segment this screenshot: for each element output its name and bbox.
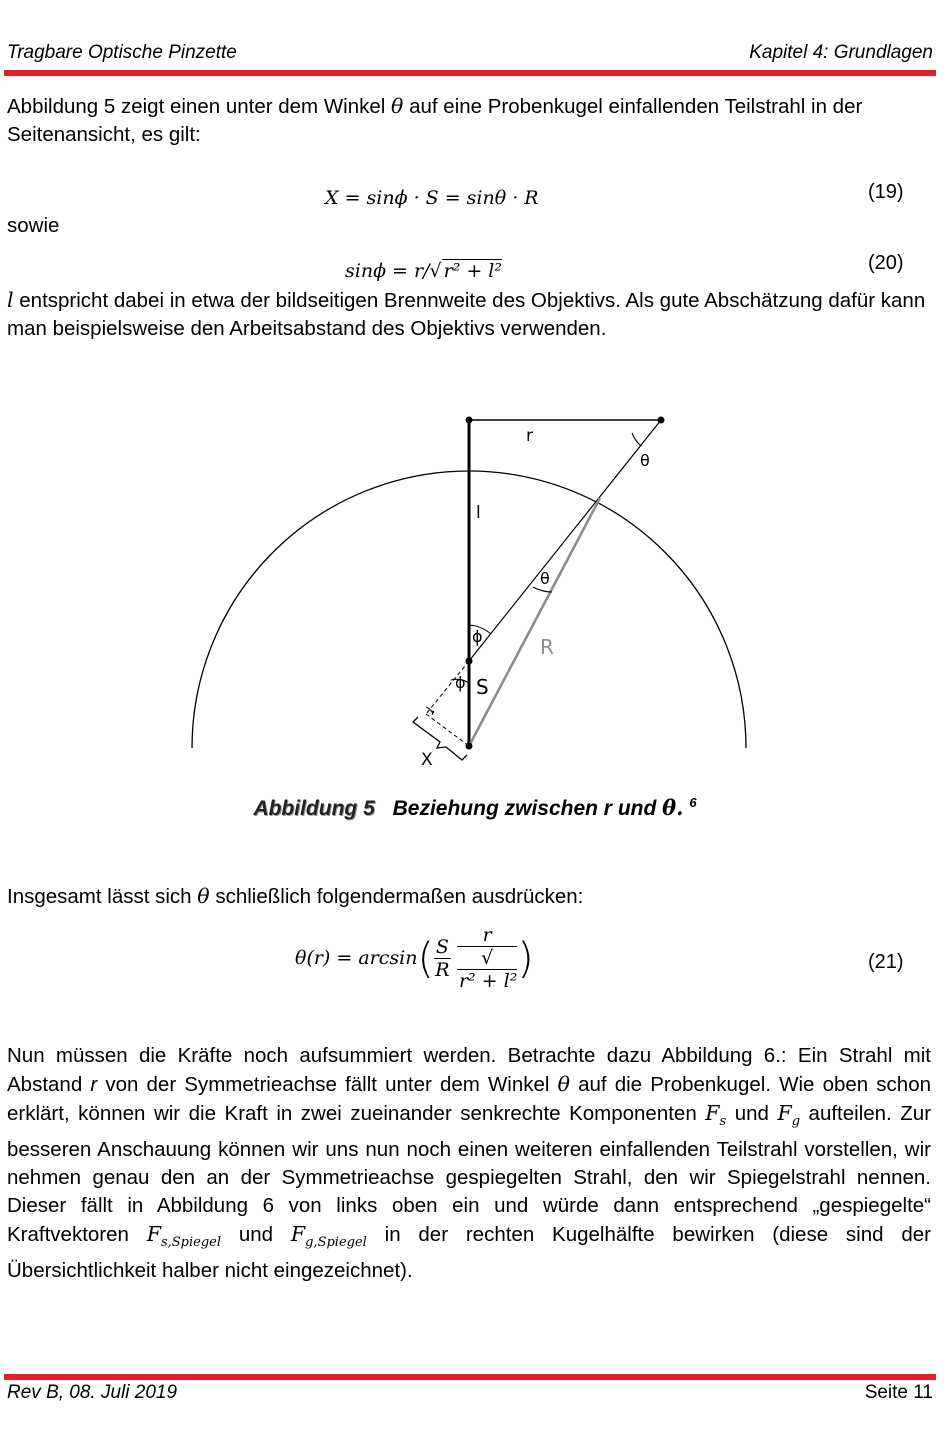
- caption-footnote: 6: [689, 795, 697, 810]
- theta-top-arc: [632, 433, 641, 446]
- Fs-base: F: [705, 1101, 720, 1125]
- label-S: S: [476, 675, 489, 699]
- equation-21: [295, 924, 534, 992]
- sowie-text: sowie: [7, 214, 60, 237]
- theta-symbol: θ: [391, 94, 404, 118]
- incident-ray: [469, 420, 661, 661]
- theta-text-1: Insgesamt lässt sich: [7, 885, 192, 908]
- radius-R-line: [469, 498, 600, 746]
- focal-length-text: entspricht dabei in etwa der bildseitigen Brennweite des Objektivs. Als gute Abschätzung dafür kann man beispielsweise den Arbeitsabstand des Objektivs verwenden.: [7, 289, 926, 340]
- r-symbol: r: [90, 1073, 98, 1096]
- perpendicular-dashed: [426, 714, 469, 746]
- fraction-r-root: [457, 924, 517, 992]
- label-theta-top: θ: [640, 451, 650, 470]
- Fg-spiegel-symbol: [290, 1222, 367, 1251]
- paren-close: ): [517, 933, 534, 983]
- equation-20-radicand: r² + l²: [443, 260, 503, 282]
- caption-text: Beziehung zwischen r und: [392, 797, 657, 820]
- fraction-S-R: [434, 936, 451, 981]
- fraction-root-radicand: r² + l²: [458, 970, 518, 992]
- theta-symbol-2: θ: [197, 884, 210, 908]
- label-theta-mid: θ: [540, 569, 550, 588]
- Fg-spiegel-sub: g,Spiegel: [305, 1235, 367, 1251]
- label-R: R: [540, 635, 554, 659]
- forces-text-5: aufteilen. Zur besseren Anschauung können wir uns nun noch einen weiteren einfallenden Teilstrahl vorstellen, wir nehmen genau den an der Symmetrieachse gespiegelten Strahl, den wir Spiegelstrahl nennen. Dieser fällt in Abbildung 6 von links oben ein und würde dann entsprechend „gespiegelte“ Kraftvektoren: [7, 1102, 932, 1247]
- forces-text-7: in der rechten Kugelhälfte bewirken (diese sind der Übersichtlichkeit halber nicht eingezeichnet).: [7, 1223, 931, 1283]
- Fs-sub: s: [719, 1114, 727, 1130]
- label-r: r: [526, 426, 533, 446]
- forces-text-6: und: [238, 1223, 274, 1247]
- label-l: l: [476, 503, 481, 523]
- Fg-symbol: [777, 1101, 801, 1130]
- equation-20-number: (20): [868, 252, 904, 274]
- Fs-spiegel-sub: s,Spiegel: [160, 1235, 222, 1251]
- figure-5-caption: [0, 795, 950, 821]
- caption-label: Abbildung 5: [253, 797, 375, 820]
- fraction-R: R: [435, 958, 450, 981]
- theta-expression-paragraph: [7, 882, 931, 911]
- forces-text-3: auf die Probenkugel. Wie oben schon erklärt, können wir die Kraft in zwei zueinander senkrechte Komponenten: [7, 1073, 932, 1125]
- sqrt-sign-2: √: [481, 947, 494, 969]
- equation-19-number: (19): [868, 181, 904, 203]
- caption-theta: θ.: [662, 795, 684, 820]
- intro-text-1: Abbildung 5 zeigt einen unter dem Winkel: [7, 95, 386, 118]
- header-title: Tragbare Optische Pinzette: [7, 42, 237, 63]
- top-left-point: [466, 417, 473, 424]
- footer-revision: Rev B, 08. Juli 2019: [7, 1382, 178, 1403]
- Fg-spiegel-base: F: [290, 1222, 306, 1247]
- right-angle-dot: [432, 711, 434, 713]
- fraction-S: S: [435, 935, 449, 958]
- equation-21-number: (21): [868, 951, 904, 973]
- label-X: X: [421, 750, 433, 770]
- equation-21-lhs: θ(r) = arcsin: [295, 947, 418, 969]
- intro-text-2: auf eine Probenkugel einfallenden Teilstrahl in der Seitenansicht, es gilt:: [7, 95, 863, 146]
- right-angle-mark: [426, 707, 433, 715]
- forces-text-4: und: [734, 1102, 769, 1125]
- footer-rule: [4, 1374, 936, 1380]
- forces-text-2: von der Symmetrieachse fällt unter dem Winkel: [105, 1073, 550, 1096]
- Fs-symbol: [705, 1101, 727, 1130]
- theta-text-2: schließlich folgendermaßen ausdrücken:: [215, 885, 584, 908]
- Fs-spiegel-symbol: [146, 1222, 222, 1251]
- Fg-base: F: [777, 1101, 792, 1125]
- l-symbol: l: [7, 288, 14, 312]
- equation-20-lhs: sinϕ = r/: [345, 260, 430, 282]
- paren-open: (: [417, 933, 434, 983]
- equation-19-text: X = sinϕ · S = sinθ · R: [325, 187, 539, 209]
- fraction-r: r: [457, 924, 517, 947]
- forces-paragraph: [7, 1042, 931, 1285]
- label-phi-upper: ϕ: [472, 627, 483, 646]
- header-chapter: Kapitel 4: Grundlagen: [749, 42, 933, 63]
- Fs-spiegel-base: F: [146, 1222, 161, 1247]
- sqrt-sign: √: [429, 260, 442, 282]
- theta-symbol-3: θ: [557, 1072, 570, 1096]
- Fg-sub: g: [791, 1114, 801, 1130]
- footer-page-number: Seite 11: [864, 1382, 933, 1403]
- label-phi-lower: ϕ: [455, 673, 466, 692]
- forces-text-1: Nun müssen die Kräfte noch aufsummiert werden. Betrachte dazu Abbildung 6.: Ein Strahl mit Abstand: [7, 1044, 931, 1096]
